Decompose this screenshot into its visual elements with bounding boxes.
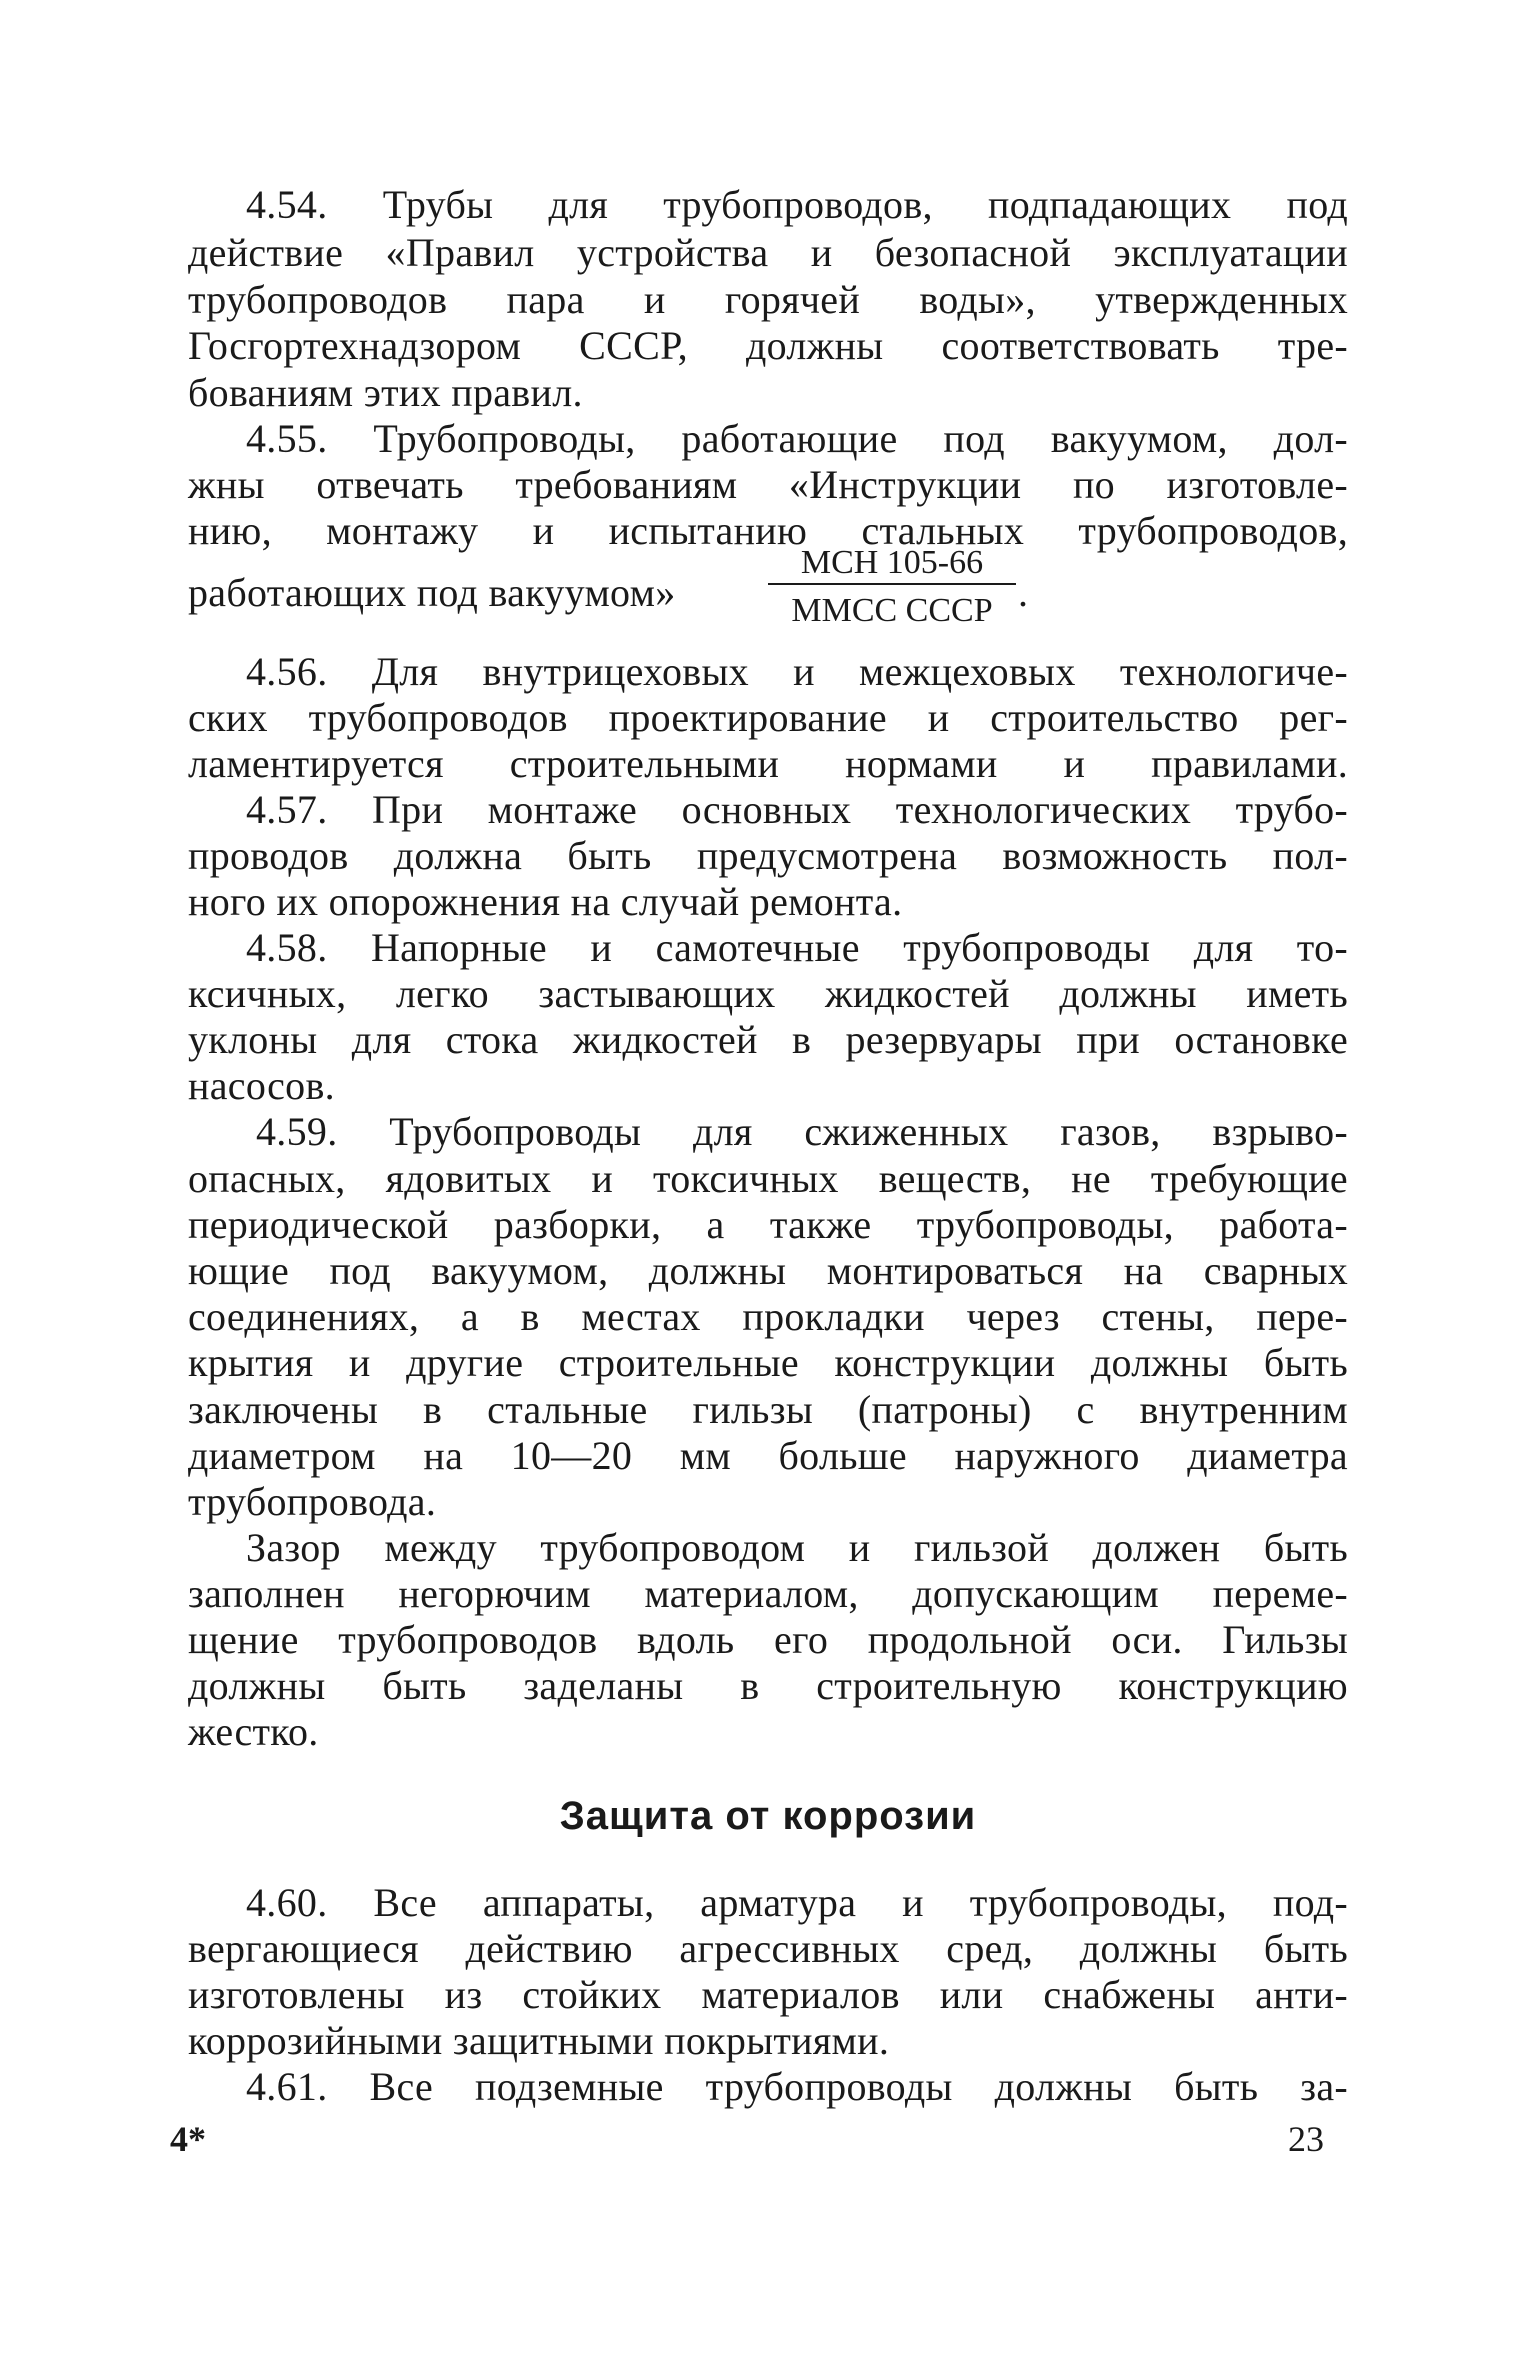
text-line: проводов должна быть предусмотрена возможность пол- [188,833,1348,878]
text-line: насосов. [188,1063,335,1108]
text-line: ного их опорожнения на случай ремонта. [188,879,903,924]
text-line: должны быть заделаны в строительную конструкцию [188,1663,1348,1708]
section-heading: Защита от коррозии [559,1794,977,1838]
text-line: ющие под вакуумом, должны монтироваться на сварных [188,1248,1348,1293]
text-line: ксичных, легко застывающих жидкостей должны иметь [188,971,1348,1016]
text-line: жны отвечать требованиям «Инструкции по изготовле- [188,462,1348,507]
text-line: бованиям этих правил. [188,370,583,415]
text-line: соединениях, а в местах прокладки через стены, пере- [188,1294,1348,1339]
text-line: нию, монтажу и испытанию стальных трубопроводов, [188,508,1348,553]
text-line: трубопровода. [188,1479,437,1524]
fraction-numerator: МСН 105-66 [768,543,1016,585]
page-number: 23 [1288,2119,1324,2159]
text-line: периодической разборки, а также трубопроводы, работа- [188,1202,1348,1247]
text-line: вергающиеся действию агрессивных сред, должны быть [188,1926,1348,1971]
signature-mark: 4* [170,2119,206,2159]
text-line: ламентируется строительными нормами и правилами. [188,741,1348,786]
text-line: действие «Правил устройства и безопасной эксплуатации [188,230,1348,275]
text-line: заполнен негорючим материалом, допускающим переме- [188,1571,1348,1616]
fraction-period: . [1018,570,1028,615]
text-line: 4.61. Все подземные трубопроводы должны быть за- [246,2064,1348,2109]
document-code-fraction [768,543,1016,633]
text-line: уклоны для стока жидкостей в резервуары при остановке [188,1017,1348,1062]
text-line: опасных, ядовитых и токсичных веществ, не требующие [188,1156,1348,1201]
text-line: щение трубопроводов вдоль его продольной оси. Гильзы [188,1617,1348,1662]
text-line: трубопроводов пара и горячей воды», утвержденных [188,277,1348,322]
text-line: 4.58. Напорные и самотечные трубопроводы для то- [246,925,1348,970]
text-line: коррозийными защитными покрытиями. [188,2018,890,2063]
text-line: 4.55. Трубопроводы, работающие под вакуумом, дол- [246,416,1348,461]
text-line: 4.59. Трубопроводы для сжиженных газов, взрыво- [256,1109,1348,1154]
text-line: жестко. [188,1709,319,1754]
text-line: ских трубопроводов проектирование и строительство рег- [188,695,1348,740]
text-line: изготовлены из стойких материалов или снабжены анти- [188,1972,1348,2017]
text-line: заключены в стальные гильзы (патроны) с внутренним [188,1387,1348,1432]
text-line: 4.54. Трубы для трубопроводов, подпадающих под [246,182,1348,227]
text-line: 4.57. При монтаже основных технологических трубо- [246,787,1348,832]
text-line: диаметром на 10—20 мм больше наружного диаметра [188,1433,1348,1478]
text-line: 4.60. Все аппараты, арматура и трубопроводы, под- [246,1880,1348,1925]
text-line: крытия и другие строительные конструкции должны быть [188,1340,1348,1385]
text-line: Зазор между трубопроводом и гильзой должен быть [246,1525,1348,1570]
text-line: 4.56. Для внутрицеховых и межцеховых технологиче- [246,649,1348,694]
text-line: работающих под вакуумом» [188,570,676,615]
text-line: Госгортехнадзором СССР, должны соответствовать тре- [188,323,1348,368]
fraction-denominator: ММСС СССР [791,592,993,629]
